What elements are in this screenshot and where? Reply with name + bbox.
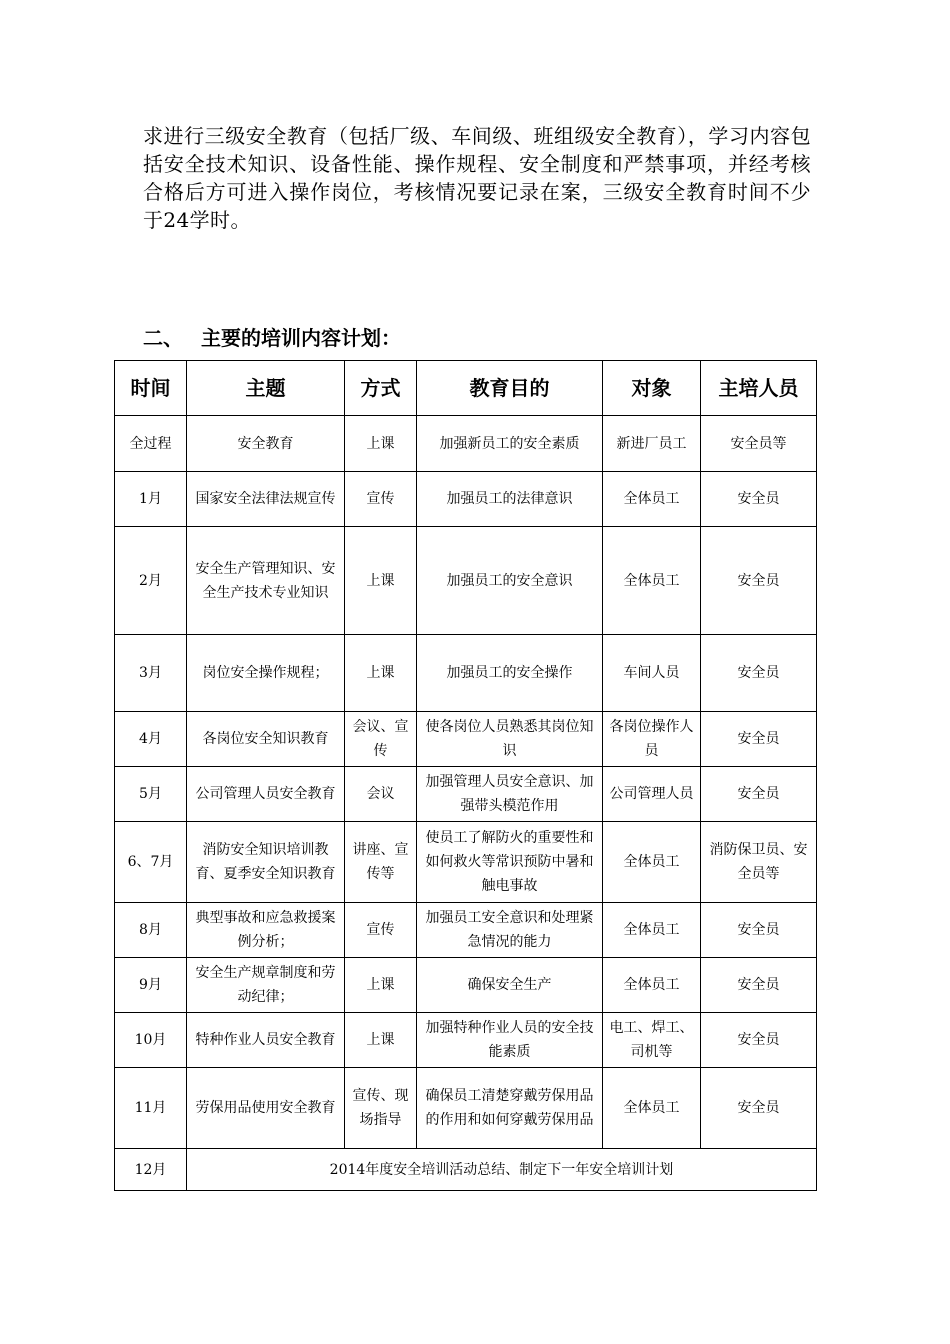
cell-time: 8月 [115, 903, 187, 958]
cell-method: 宣传、现场指导 [345, 1068, 417, 1149]
cell-audience: 公司管理人员 [603, 767, 701, 822]
cell-method: 会议 [345, 767, 417, 822]
cell-topic: 安全教育 [187, 416, 345, 472]
table-row [115, 1013, 817, 1068]
header-audience: 对象 [603, 361, 701, 416]
cell-trainer: 安全员 [701, 712, 817, 767]
cell-summary-content: 2014年度安全培训活动总结、制定下一年安全培训计划 [187, 1149, 817, 1191]
table-row [115, 1068, 817, 1149]
cell-audience: 全体员工 [603, 903, 701, 958]
cell-topic: 各岗位安全知识教育 [187, 712, 345, 767]
cell-purpose: 加强员工的安全操作 [417, 635, 603, 712]
cell-topic: 国家安全法律法规宣传 [187, 472, 345, 527]
cell-time: 12月 [115, 1149, 187, 1191]
cell-topic: 岗位安全操作规程； [187, 635, 345, 712]
cell-trainer: 安全员 [701, 472, 817, 527]
cell-purpose: 确保安全生产 [417, 958, 603, 1013]
cell-time: 全过程 [115, 416, 187, 472]
cell-topic: 消防安全知识培训教育、夏季安全知识教育 [187, 822, 345, 903]
table-row [115, 767, 817, 822]
cell-trainer: 安全员 [701, 1068, 817, 1149]
cell-time: 2月 [115, 527, 187, 635]
section-number: 二、 [143, 326, 183, 350]
cell-audience: 全体员工 [603, 958, 701, 1013]
cell-purpose: 确保员工清楚穿戴劳保用品的作用和如何穿戴劳保用品 [417, 1068, 603, 1149]
cell-audience: 各岗位操作人员 [603, 712, 701, 767]
cell-method: 上课 [345, 958, 417, 1013]
cell-method: 宣传 [345, 472, 417, 527]
cell-audience: 全体员工 [603, 527, 701, 635]
cell-trainer: 安全员 [701, 903, 817, 958]
cell-method: 宣传 [345, 903, 417, 958]
cell-purpose: 加强管理人员安全意识、加强带头模范作用 [417, 767, 603, 822]
cell-method: 讲座、宣传等 [345, 822, 417, 903]
cell-time: 5月 [115, 767, 187, 822]
cell-topic: 公司管理人员安全教育 [187, 767, 345, 822]
cell-time: 3月 [115, 635, 187, 712]
table-header-row [115, 361, 817, 416]
cell-purpose: 使各岗位人员熟悉其岗位知识 [417, 712, 603, 767]
cell-method: 上课 [345, 1013, 417, 1068]
header-trainer: 主培人员 [701, 361, 817, 416]
cell-audience: 车间人员 [603, 635, 701, 712]
training-plan-table [114, 360, 817, 1191]
table-row [115, 635, 817, 712]
table-row [115, 958, 817, 1013]
cell-trainer: 安全员 [701, 635, 817, 712]
cell-method: 会议、宣传 [345, 712, 417, 767]
cell-trainer: 安全员 [701, 767, 817, 822]
cell-time: 9月 [115, 958, 187, 1013]
table-row [115, 416, 817, 472]
cell-purpose: 加强特种作业人员的安全技能素质 [417, 1013, 603, 1068]
cell-topic: 安全生产管理知识、安全生产技术专业知识 [187, 527, 345, 635]
table-row-summary [115, 1149, 817, 1191]
cell-topic: 特种作业人员安全教育 [187, 1013, 345, 1068]
cell-trainer: 消防保卫员、安全员等 [701, 822, 817, 903]
cell-purpose: 加强员工安全意识和处理紧急情况的能力 [417, 903, 603, 958]
intro-paragraph: 求进行三级安全教育（包括厂级、车间级、班组级安全教育），学习内容包括安全技术知识、设备性能、操作规程、安全制度和严禁事项，并经考核合格后方可进入操作岗位，考核情况要记录在案，三级安全教育时间不少于24学时。 [143, 124, 811, 232]
cell-time: 4月 [115, 712, 187, 767]
cell-purpose: 加强员工的法律意识 [417, 472, 603, 527]
header-topic: 主题 [187, 361, 345, 416]
cell-purpose: 加强新员工的安全素质 [417, 416, 603, 472]
cell-trainer: 安全员 [701, 527, 817, 635]
table-row [115, 472, 817, 527]
cell-purpose: 使员工了解防火的重要性和如何救火等常识预防中暑和触电事故 [417, 822, 603, 903]
cell-trainer: 安全员等 [701, 416, 817, 472]
table-row [115, 527, 817, 635]
cell-audience: 新进厂员工 [603, 416, 701, 472]
header-method: 方式 [345, 361, 417, 416]
cell-time: 11月 [115, 1068, 187, 1149]
header-purpose: 教育目的 [417, 361, 603, 416]
section-title: 主要的培训内容计划： [201, 326, 401, 350]
cell-audience: 电工、焊工、司机等 [603, 1013, 701, 1068]
cell-time: 6、7月 [115, 822, 187, 903]
cell-trainer: 安全员 [701, 958, 817, 1013]
cell-topic: 安全生产规章制度和劳动纪律； [187, 958, 345, 1013]
table-row [115, 712, 817, 767]
section-heading [143, 322, 401, 351]
cell-topic: 典型事故和应急救援案例分析； [187, 903, 345, 958]
cell-audience: 全体员工 [603, 822, 701, 903]
cell-method: 上课 [345, 527, 417, 635]
table-row [115, 822, 817, 903]
cell-time: 10月 [115, 1013, 187, 1068]
cell-method: 上课 [345, 635, 417, 712]
cell-audience: 全体员工 [603, 472, 701, 527]
cell-method: 上课 [345, 416, 417, 472]
cell-audience: 全体员工 [603, 1068, 701, 1149]
header-time: 时间 [115, 361, 187, 416]
cell-trainer: 安全员 [701, 1013, 817, 1068]
cell-time: 1月 [115, 472, 187, 527]
cell-purpose: 加强员工的安全意识 [417, 527, 603, 635]
cell-topic: 劳保用品使用安全教育 [187, 1068, 345, 1149]
table-row [115, 903, 817, 958]
